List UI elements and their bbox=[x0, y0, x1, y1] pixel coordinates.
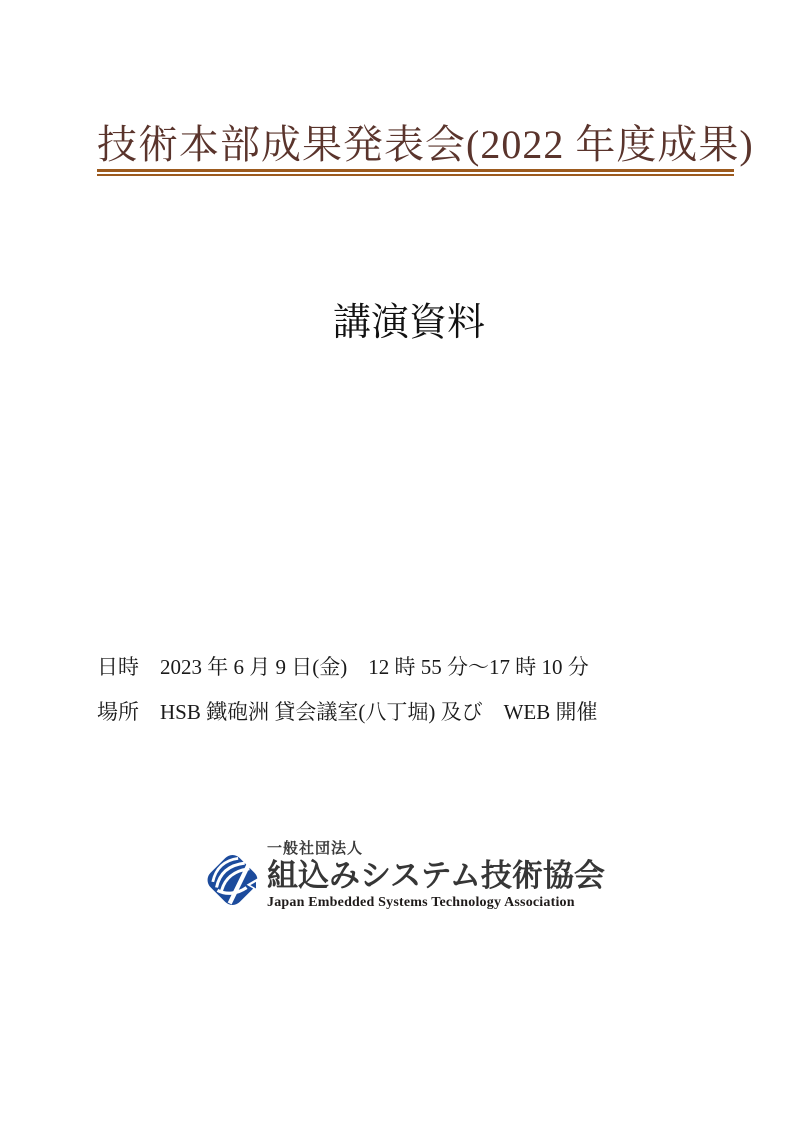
document-subtitle: 講演資料 bbox=[333, 302, 486, 344]
event-location: 場所 HSB 鐵砲洲 貸会議室(八丁堀) 及び WEB 開催 bbox=[97, 700, 598, 724]
jesta-logo-icon bbox=[204, 849, 261, 911]
organization-logo bbox=[204, 841, 605, 911]
title-double-rule bbox=[97, 169, 734, 176]
document-title: 技術本部成果発表会(2022 年度成果) bbox=[97, 122, 754, 167]
event-details bbox=[97, 645, 598, 735]
org-name-english: Japan Embedded Systems Technology Association bbox=[267, 895, 575, 910]
org-type-label: 一般社団法人 bbox=[267, 840, 364, 857]
logo-text-block bbox=[267, 841, 605, 911]
org-name-japanese: 組込みシステム技術協会 bbox=[267, 858, 605, 893]
event-datetime: 日時 2023 年 6 月 9 日(金) 12 時 55 分～17 時 10 分 bbox=[97, 655, 589, 679]
